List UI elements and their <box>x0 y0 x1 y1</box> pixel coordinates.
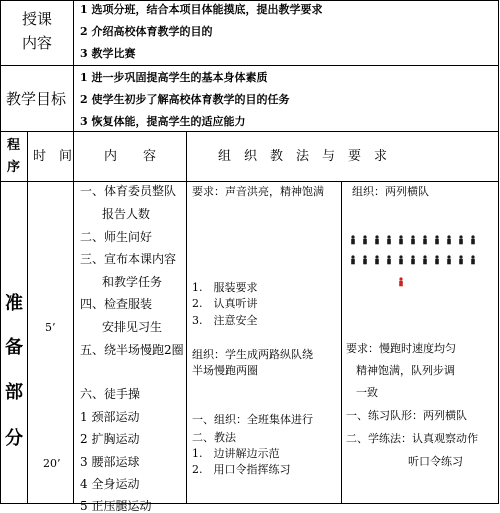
section-label-char: 分 <box>5 428 23 449</box>
row-divider <box>0 131 499 132</box>
content-line: 3 腰部运球 <box>80 455 140 469</box>
teacher-figure <box>399 277 403 286</box>
student-figure <box>435 235 439 244</box>
teaching-content-label: 内容 <box>22 34 53 52</box>
content-line: 四、检查服装 <box>80 297 153 311</box>
student-figure <box>411 255 415 264</box>
teaching-content-item: 3 教学比赛 <box>80 47 136 60</box>
student-figure <box>447 235 451 244</box>
student-figure <box>471 235 475 244</box>
method-line: 二、教法 <box>192 431 236 444</box>
content-line: 4 全身运动 <box>80 477 140 491</box>
table-border-top <box>0 0 499 1</box>
table-border-right <box>498 0 499 504</box>
method-line: 一、练习队形：两列横队 <box>346 409 467 422</box>
section-label-char: 准 <box>5 293 23 314</box>
student-figure <box>447 255 451 264</box>
teaching-goal-item: 1 进一步巩固提高学生的基本身体素质 <box>80 71 268 84</box>
student-figure <box>459 235 463 244</box>
sequence-header: 序 <box>7 160 21 175</box>
student-figure <box>423 235 427 244</box>
table-border-bottom <box>0 503 499 504</box>
student-figure <box>387 235 391 244</box>
teaching-goal-label: 教学目标 <box>6 90 67 108</box>
time-value: 20’ <box>43 457 61 470</box>
content-column-divider <box>186 131 187 504</box>
method-line: 1. 服装要求 <box>192 281 258 294</box>
method-line: 3. 注意安全 <box>192 314 258 327</box>
teaching-goal-item: 2 使学生初步了解高校体育教学的目的任务 <box>80 93 290 106</box>
student-figure <box>375 255 379 264</box>
section-label-char: 备 <box>5 337 23 358</box>
student-figure <box>399 235 403 244</box>
student-figure <box>411 235 415 244</box>
student-figure <box>399 255 403 264</box>
student-figure <box>423 255 427 264</box>
time-header: 时 间 <box>33 149 73 164</box>
method-line: 半场慢跑两圈 <box>192 364 258 377</box>
label-column-divider <box>73 0 74 131</box>
method-line: 2. 用口令指挥练习 <box>192 463 291 476</box>
method-line: 要求：声音洪亮，精神饱满 <box>192 185 324 198</box>
content-line: 六、徒手操 <box>80 387 141 401</box>
method-line: 精神饱满，队列步调 <box>356 364 455 377</box>
student-figure <box>387 255 391 264</box>
method-line: 2. 认真听讲 <box>192 297 258 310</box>
content-header: 内 容 <box>104 149 157 164</box>
method-header: 组 织 教 法 与 要 求 <box>218 149 388 164</box>
student-figure <box>363 255 367 264</box>
teaching-content-item: 2 介绍高校体育教学的目的 <box>80 25 213 38</box>
method-split-divider <box>341 181 342 504</box>
method-line: 1. 边讲解边示范 <box>192 447 280 460</box>
teaching-content-item: 1 选项分班，结合本项目体能摸底，提出教学要求 <box>80 3 323 16</box>
teaching-goal-item: 3 恢复体能，提高学生的适应能力 <box>80 115 246 128</box>
content-line: 1 颈部运动 <box>80 410 140 424</box>
content-line: 二、师生问好 <box>80 230 153 244</box>
method-line: 组织：两列横队 <box>352 185 429 198</box>
student-figure <box>435 255 439 264</box>
method-line: 组织：学生成两路纵队绕 <box>192 348 313 361</box>
student-figure <box>375 235 379 244</box>
row-divider <box>0 65 499 66</box>
seq-column-divider <box>27 131 28 504</box>
student-figure <box>471 255 475 264</box>
content-line: 一、体育委员整队 <box>80 184 177 198</box>
formation-diagram <box>346 230 486 290</box>
method-line: 要求：慢跑时速度均匀 <box>346 342 456 355</box>
time-value: 5’ <box>45 321 56 334</box>
method-line: 一致 <box>356 386 378 399</box>
content-line: 2 扩胸运动 <box>80 432 140 446</box>
student-figure <box>351 235 355 244</box>
content-line: 和教学任务 <box>102 275 163 289</box>
section-label-char: 部 <box>5 382 23 403</box>
method-line: 二、学练法：认真观察动作 <box>346 432 478 445</box>
content-line: 五、绕半场慢跑2圈 <box>80 343 184 357</box>
table-border-left <box>0 0 1 504</box>
method-line: 听口令练习 <box>408 455 463 468</box>
content-line: 报告人数 <box>102 207 151 221</box>
teaching-content-label: 授课 <box>22 10 53 28</box>
sequence-header: 程 <box>7 138 21 153</box>
content-line: 5 正压腿运动 <box>80 499 152 513</box>
time-column-divider <box>73 131 74 504</box>
content-line: 三、宣布本课内容 <box>80 252 177 266</box>
row-divider <box>0 181 499 182</box>
student-figure <box>459 255 463 264</box>
content-line: 安排见习生 <box>102 320 163 334</box>
student-figure <box>363 235 367 244</box>
method-line: 一、组织：全班集体进行 <box>192 413 313 426</box>
student-figure <box>351 255 355 264</box>
